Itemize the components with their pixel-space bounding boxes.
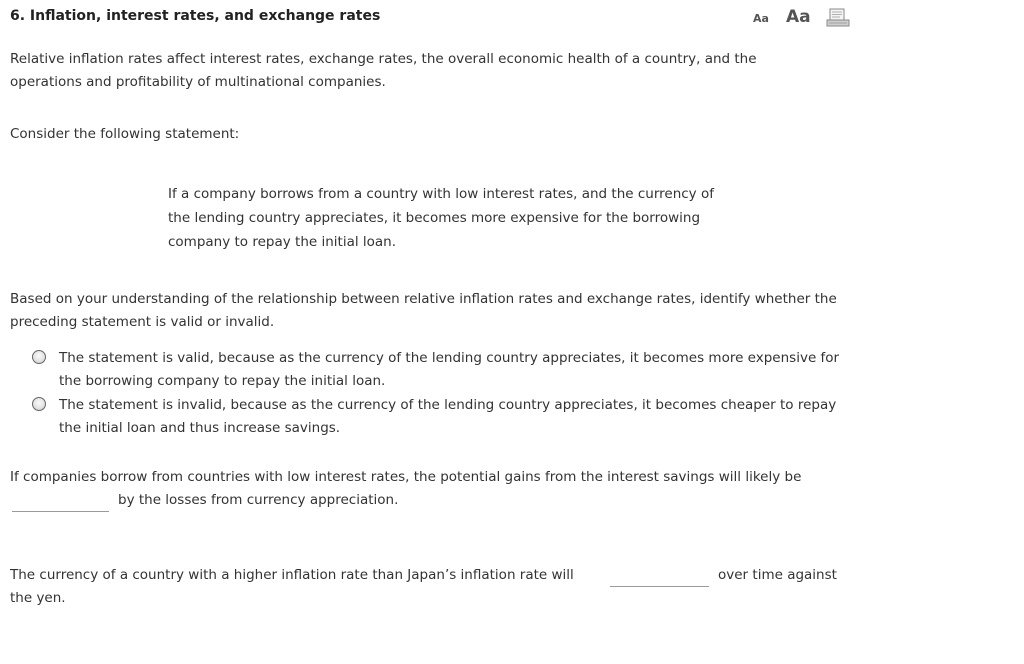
gains-dropdown-blank[interactable]: [12, 489, 109, 512]
gains-question: If companies borrow from countries with low interest rates, the potential gains from the interest savings will likely be: [10, 469, 802, 485]
print-icon[interactable]: [826, 8, 850, 28]
consider-label: Consider the following statement:: [10, 126, 240, 142]
gains-question-continued: by the losses from currency appreciation.: [118, 492, 399, 508]
radio-button[interactable]: [32, 350, 46, 364]
currency-question-continued: over time against: [718, 567, 837, 583]
question-title: 6. Inflation, interest rates, and exchange rates: [10, 8, 381, 24]
currency-dropdown-blank[interactable]: [610, 564, 709, 587]
radio-button[interactable]: [32, 397, 46, 411]
option-label: The statement is valid, because as the currency of the lending country appreciates, it becomes more expensive for the borrowing company to repay the initial loan.: [59, 350, 840, 389]
currency-question-end: the yen.: [10, 590, 66, 606]
intro-paragraph: Relative inflation rates affect interest rates, exchange rates, the overall economic health of a country, and the operations and profitability of multinational companies.: [10, 51, 757, 90]
question-prompt: Based on your understanding of the relationship between relative inflation rates and exchange rates, identify whether the preceding statement is valid or invalid.: [10, 291, 837, 330]
font-size-small-button[interactable]: Aa: [753, 12, 769, 25]
option-label: The statement is invalid, because as the currency of the lending country appreciates, it becomes cheaper to repay the initial loan and thus increase savings.: [59, 397, 837, 436]
statement-quote: If a company borrows from a country with low interest rates, and the currency of the lending country appreciates, it becomes more expensive for the borrowing company to repay the initial loan.: [168, 186, 714, 250]
currency-question: The currency of a country with a higher inflation rate than Japan’s inflation rate will: [10, 567, 574, 583]
font-size-large-button[interactable]: Aa: [786, 7, 811, 27]
